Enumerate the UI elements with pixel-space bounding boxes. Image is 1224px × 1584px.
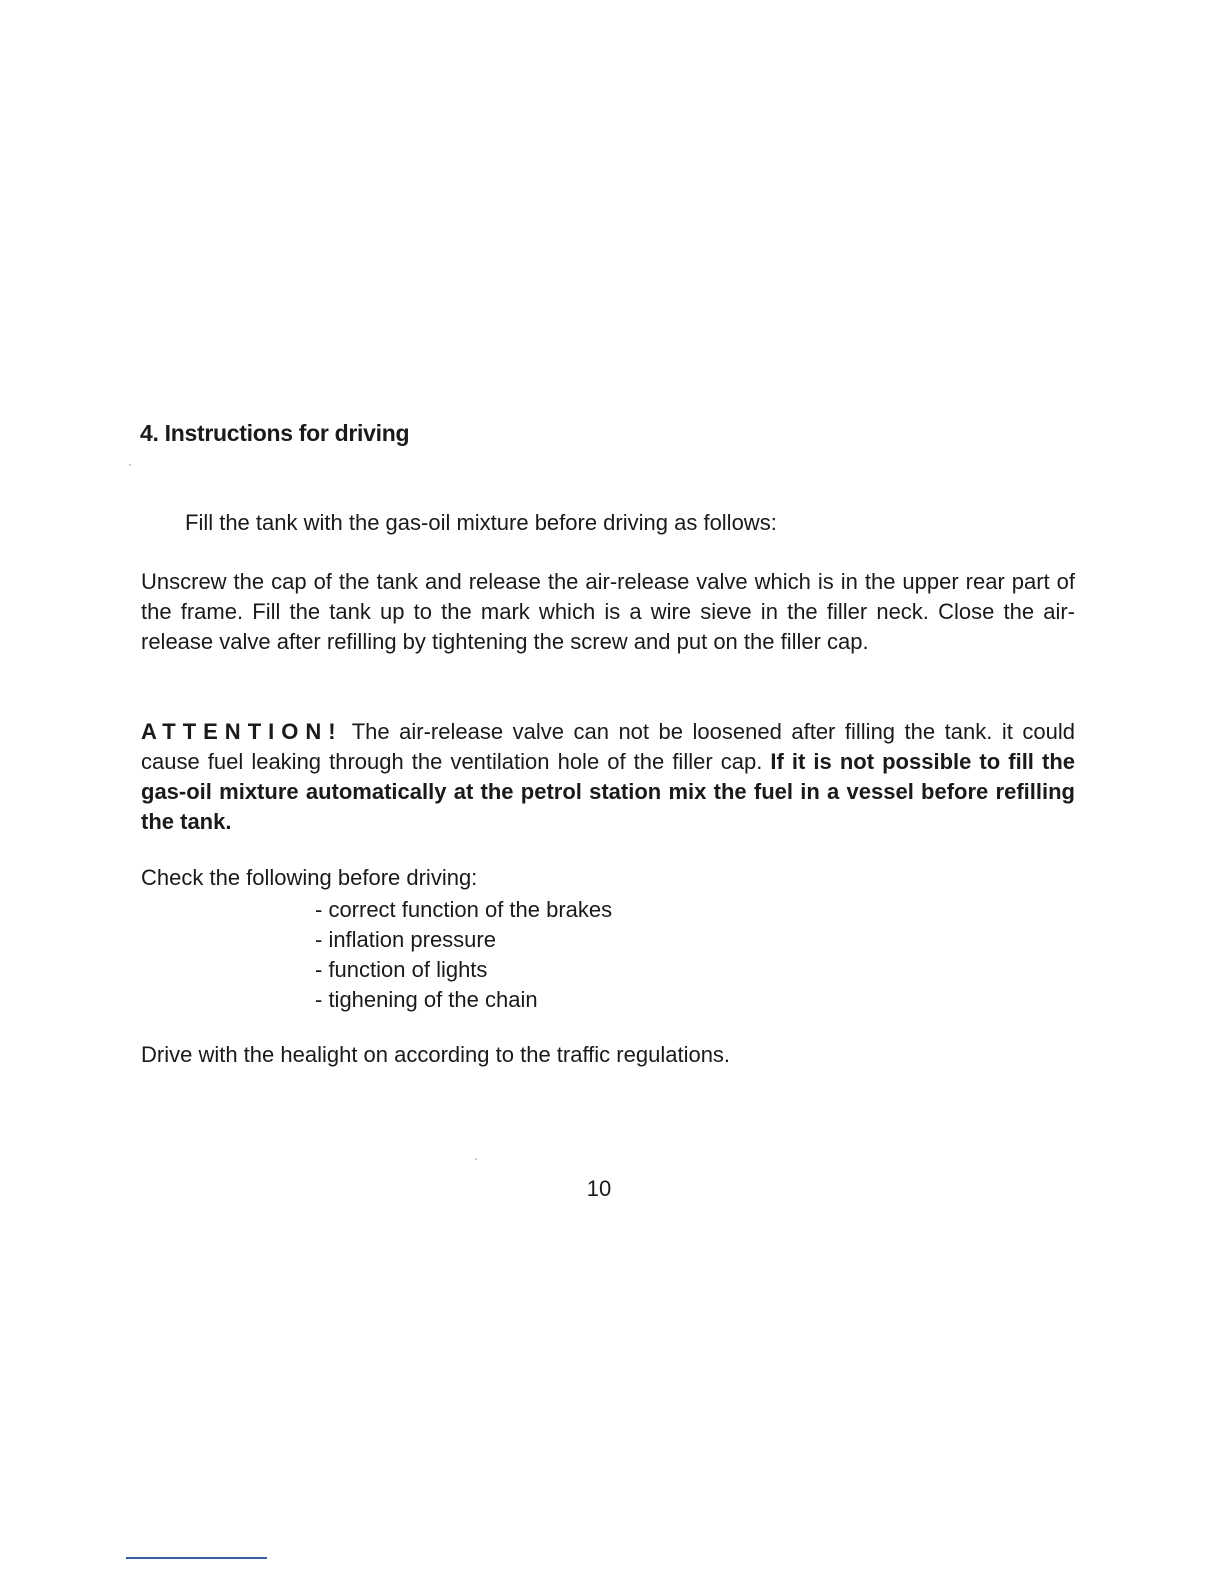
check-list bbox=[315, 895, 612, 1015]
check-item: - correct function of the brakes bbox=[315, 897, 613, 922]
intro-text: Fill the tank with the gas-oil mixture before driving as follows: bbox=[185, 510, 777, 535]
section-heading: 4. Instructions for driving bbox=[140, 420, 410, 446]
scan-speck bbox=[475, 1158, 477, 1160]
check-item: - tighening of the chain bbox=[315, 987, 538, 1012]
attention-label: ATTENTION! bbox=[141, 719, 343, 744]
drive-note: Drive with the healight on according to the traffic regulations. bbox=[141, 1042, 731, 1067]
unscrew-paragraph: Unscrew the cap of the tank and release the air-release valve which is in the upper rear part of the frame. Fill the tank up to the mark which is a wire sieve in the filler neck. Close the air-release valve after refilling by tightening the screw and put on the filler cap. bbox=[141, 569, 1075, 654]
check-item: - function of lights bbox=[315, 957, 488, 982]
footnote-rule bbox=[126, 1557, 267, 1559]
attention-paragraph bbox=[141, 717, 1075, 837]
check-item: - inflation pressure bbox=[315, 927, 496, 952]
scan-speck bbox=[129, 464, 131, 466]
attention-bold-text: If it is not possible to fill the gas-oil mixture automatically at the petrol station mix the fuel in a vessel before refilling the tank. bbox=[141, 749, 1075, 834]
page-number: 10 bbox=[586, 1176, 612, 1201]
attention-normal-text: The air-release valve can not be loosened after filling the tank. it could cause fuel leaking through the ventilation hole of the filler cap. bbox=[141, 719, 1075, 774]
check-intro: Check the following before driving: bbox=[141, 865, 478, 890]
